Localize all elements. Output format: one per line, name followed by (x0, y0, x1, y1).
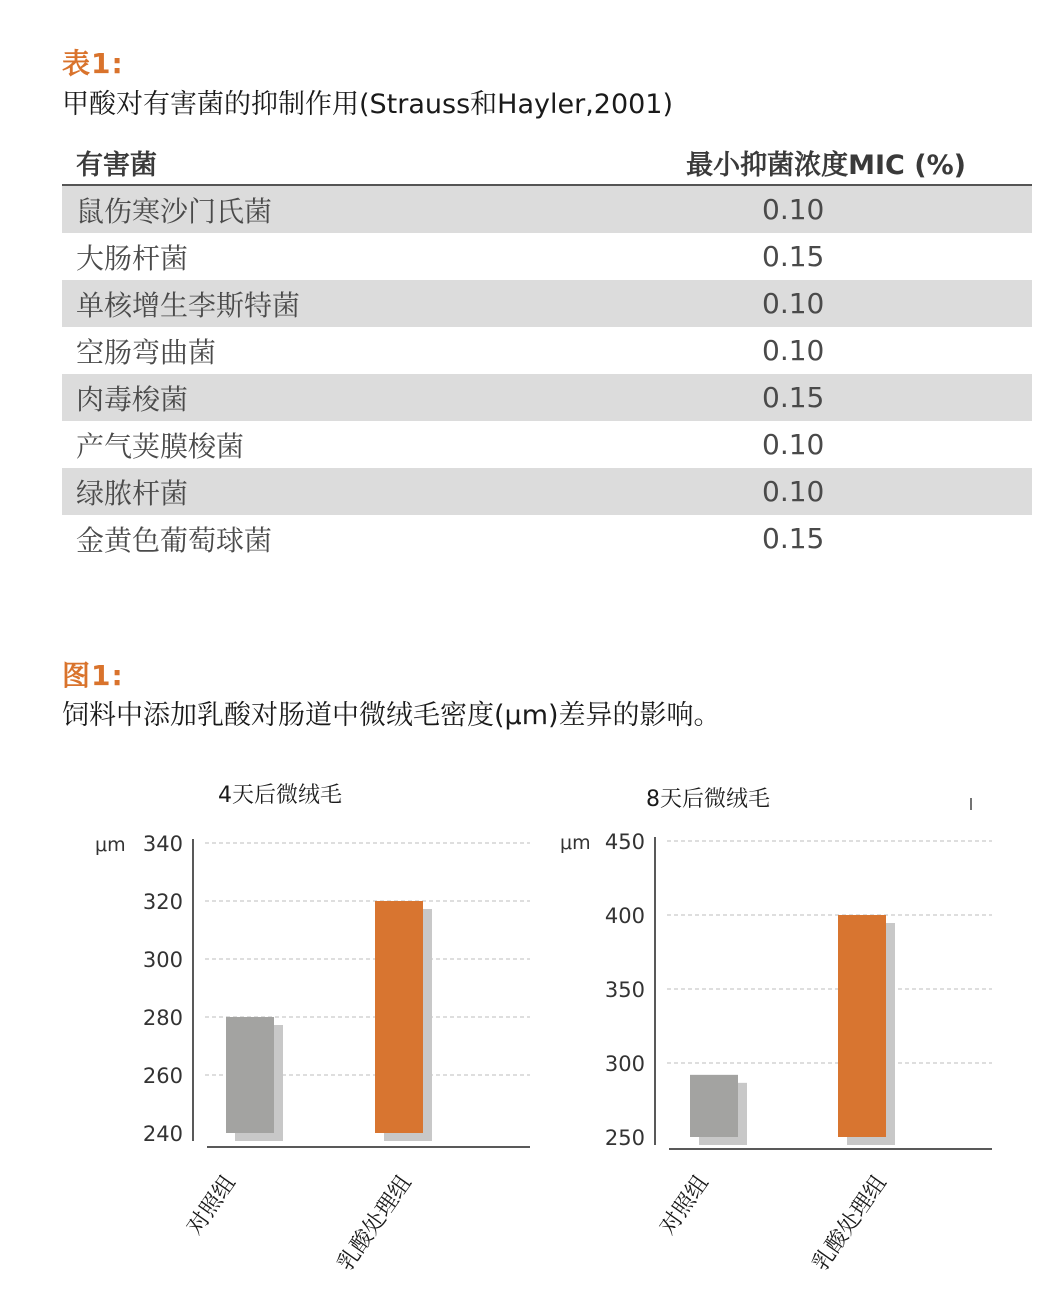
y-tick-label: 300 (604, 1052, 645, 1076)
mic-value: 0.15 (762, 522, 825, 555)
y-tick-label: 340 (142, 832, 183, 856)
table-label: 表1: (62, 47, 124, 80)
x-category-label: 乳酸处理组 (333, 1171, 417, 1276)
y-tick-label: 280 (142, 1006, 183, 1030)
chart-title: 4天后微绒毛 (218, 783, 342, 808)
bacteria-name: 金黄色葡萄球菌 (76, 523, 273, 557)
table-caption: 甲酸对有害菌的抑制作用(Strauss和Hayler,2001) (62, 89, 674, 120)
mic-value: 0.10 (762, 287, 825, 320)
header-bacteria: 有害菌 (76, 149, 157, 181)
x-category-label: 乳酸处理组 (808, 1171, 892, 1276)
bacteria-name: 产气荚膜梭菌 (76, 429, 245, 463)
x-category-label: 对照组 (182, 1171, 241, 1240)
table-row (62, 280, 1032, 327)
chart-title: 8天后微绒毛 (646, 787, 770, 812)
bacteria-name: 绿脓杆菌 (76, 476, 189, 510)
table-row (62, 327, 1032, 374)
bacteria-name: 空肠弯曲菌 (76, 335, 217, 369)
bacteria-name: 单核增生李斯特菌 (76, 288, 301, 322)
mic-table (62, 140, 1032, 562)
y-tick-label: 240 (142, 1122, 183, 1146)
mic-value: 0.15 (762, 381, 825, 414)
figure-label: 图1: (62, 659, 124, 692)
y-tick-label: 260 (142, 1064, 183, 1088)
bar-control (226, 1017, 274, 1133)
bacteria-name: 鼠伤寒沙门氏菌 (76, 194, 273, 228)
figure-caption: 饲料中添加乳酸对肠道中微绒毛密度(μm)差异的影响。 (62, 700, 721, 731)
y-tick-label: 300 (142, 948, 183, 972)
mic-value: 0.10 (762, 428, 825, 461)
y-tick-label: 350 (604, 978, 645, 1002)
y-tick-label: 320 (142, 890, 183, 914)
table-row (62, 421, 1032, 468)
y-tick-label: 450 (604, 830, 645, 854)
table-header (62, 140, 1032, 186)
table-row (62, 468, 1032, 515)
mic-value: 0.10 (762, 334, 825, 367)
bar-treatment (838, 915, 886, 1137)
mic-value: 0.10 (762, 193, 825, 226)
y-axis-unit: μm (95, 834, 126, 856)
table-row (62, 515, 1032, 562)
y-tick-label: 250 (604, 1126, 645, 1150)
header-mic: 最小抑菌浓度MIC (%) (686, 149, 966, 181)
mic-value: 0.10 (762, 475, 825, 508)
mic-value: 0.15 (762, 240, 825, 273)
bacteria-name: 大肠杆菌 (76, 241, 189, 275)
bacteria-name: 肉毒梭菌 (76, 382, 189, 416)
bar-treatment (375, 901, 423, 1133)
table-row (62, 374, 1032, 421)
bar-control (690, 1075, 738, 1137)
charts-area (0, 752, 1038, 1312)
table-row (62, 233, 1032, 280)
table-row (62, 186, 1032, 233)
y-tick-label: 400 (604, 904, 645, 928)
y-axis-unit: μm (560, 832, 591, 854)
x-category-label: 对照组 (655, 1171, 714, 1240)
